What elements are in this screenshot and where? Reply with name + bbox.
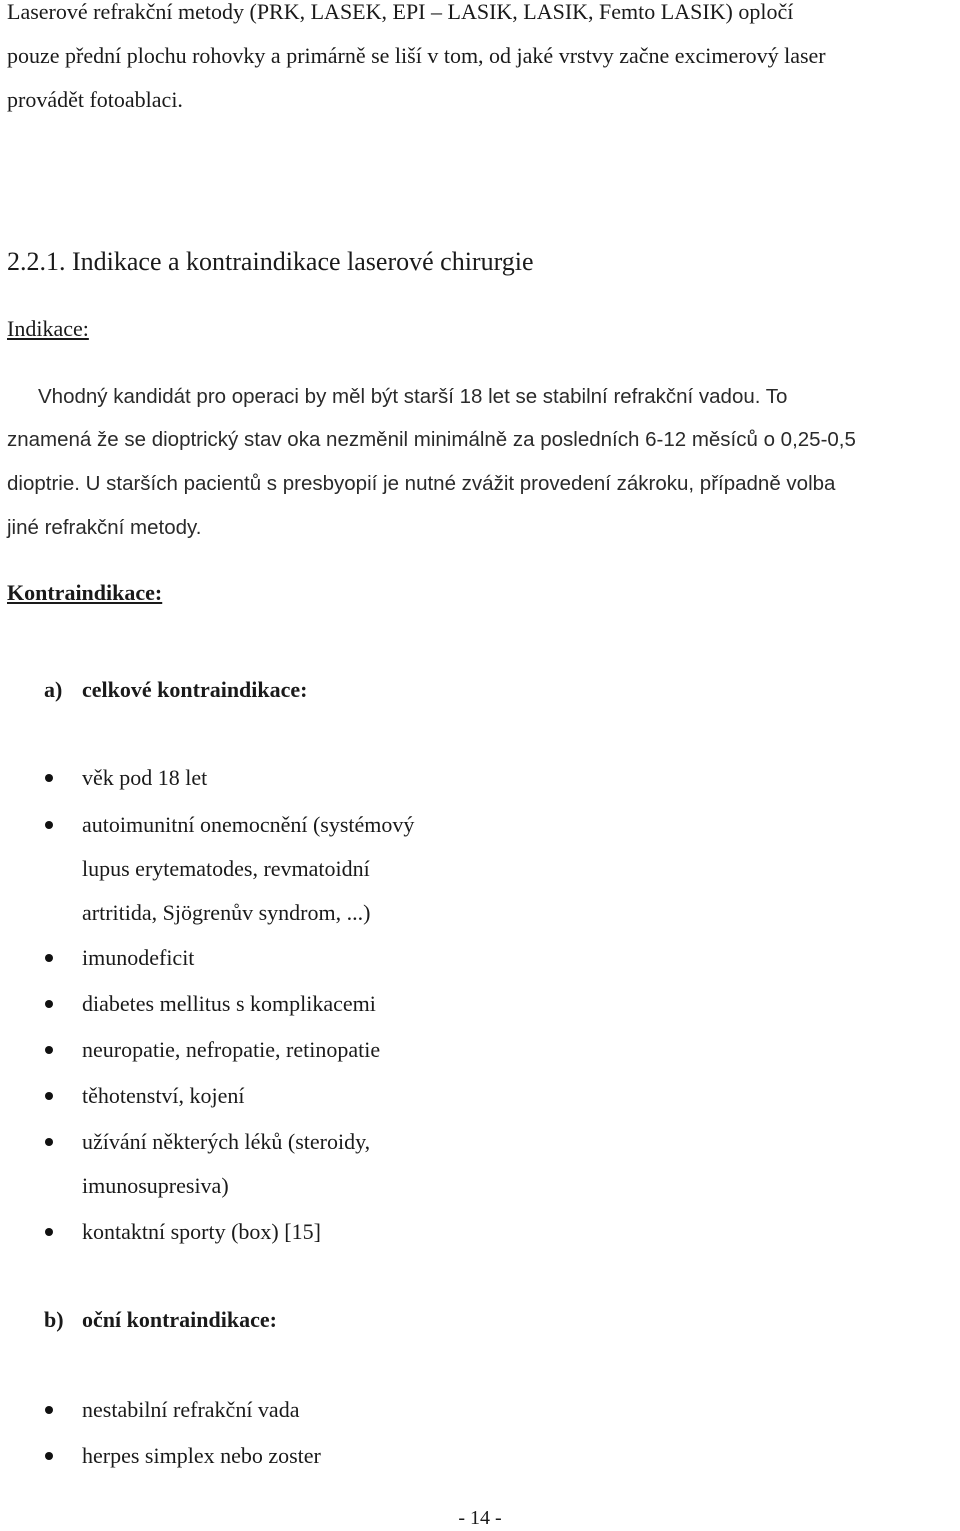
list-item: autoimunitní onemocnění (systémový <box>82 812 415 837</box>
bullet-icon <box>45 1452 53 1460</box>
indications-line-1: Vhodný kandidát pro operaci by měl být starší 18 let se stabilní refrakční vadou. To <box>38 385 788 408</box>
section-heading: 2.2.1. Indikace a kontraindikace laserové chirurgie <box>7 247 534 276</box>
list-item-continuation: lupus erytematodes, revmatoidní <box>82 856 370 881</box>
general-contraindications-marker: a) <box>44 677 63 702</box>
list-item: imunodeficit <box>82 945 195 970</box>
indications-line-2: znamená že se dioptrický stav oka nezměnil minimálně za posledních 6-12 měsíců o 0,25-0,5 <box>7 428 856 451</box>
general-contraindications-title: celkové kontraindikace: <box>82 677 308 702</box>
page-number: - 14 - <box>458 1507 502 1529</box>
list-item: herpes simplex nebo zoster <box>82 1443 321 1468</box>
list-item: kontaktní sporty (box) [15] <box>82 1219 321 1244</box>
intro-line-3: provádět fotoablaci. <box>7 87 183 112</box>
bullet-icon <box>45 1046 53 1054</box>
list-item: nestabilní refrakční vada <box>82 1397 300 1422</box>
contraindications-label: Kontraindikace: <box>7 580 163 605</box>
list-item-continuation: imunosupresiva) <box>82 1173 229 1198</box>
intro-line-1: Laserové refrakční metody (PRK, LASEK, EPI – LASIK, LASIK, Femto LASIK) opločí <box>7 0 794 24</box>
list-item: neuropatie, nefropatie, retinopatie <box>82 1037 381 1062</box>
indications-line-4: jiné refrakční metody. <box>7 516 202 539</box>
bullet-icon <box>45 1228 53 1236</box>
indications-label: Indikace: <box>7 316 89 341</box>
list-item: těhotenství, kojení <box>82 1083 245 1108</box>
intro-line-2: pouze přední plochu rohovky a primárně se liší v tom, od jaké vrstvy začne excimerový laser <box>7 43 826 68</box>
bullet-icon <box>45 1138 53 1146</box>
ocular-contraindications-title: oční kontraindikace: <box>82 1307 277 1332</box>
bullet-icon <box>45 1406 53 1414</box>
bullet-icon <box>45 774 53 782</box>
bullet-icon <box>45 954 53 962</box>
list-item: věk pod 18 let <box>82 765 208 790</box>
list-item: diabetes mellitus s komplikacemi <box>82 991 376 1016</box>
list-item-continuation: artritida, Sjögrenův syndrom, ...) <box>82 900 371 925</box>
bullet-icon <box>45 821 53 829</box>
list-item: užívání některých léků (steroidy, <box>82 1129 371 1154</box>
bullet-icon <box>45 1000 53 1008</box>
ocular-contraindications-marker: b) <box>44 1307 64 1332</box>
indications-line-3: dioptrie. U starších pacientů s presbyopií je nutné zvážit provedení zákroku, případně volba <box>7 472 836 495</box>
bullet-icon <box>45 1092 53 1100</box>
